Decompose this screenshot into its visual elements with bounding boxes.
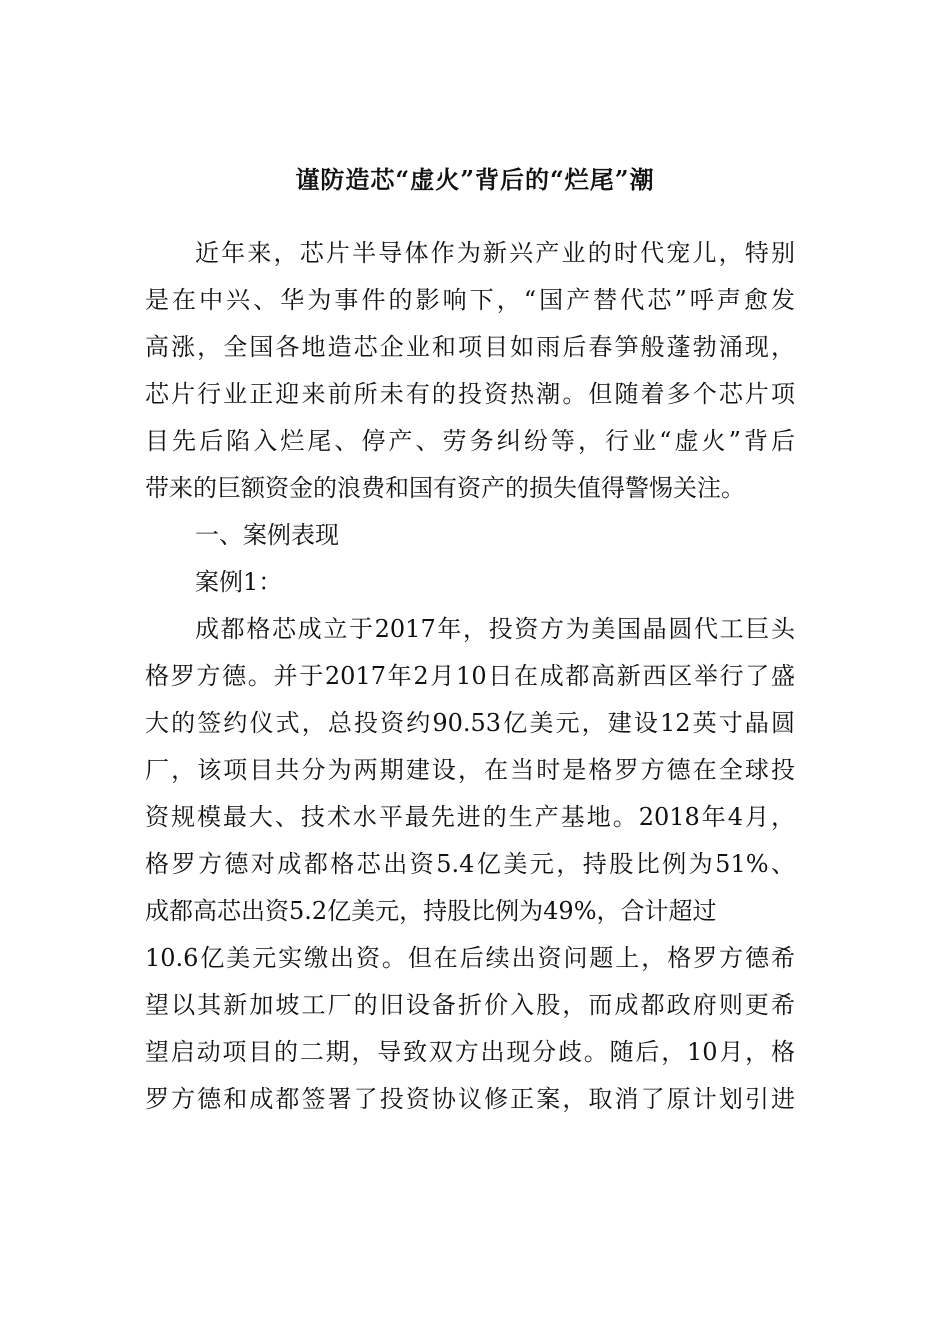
text-line: 近年来，芯片半导体作为新兴产业的时代宠儿，特别 [195,239,795,267]
case-label: 案例1： [195,568,283,596]
text-line: 带来的巨额资金的浪费和国有资产的损失值得警惕关注。 [145,474,745,502]
text-line: 望启动项目的二期，导致双方出现分歧。随后，10月，格 [145,1038,795,1066]
text-line: 成都格芯成立于2017年，投资方为美国晶圆代工巨头 [195,615,795,643]
text-line: 高涨，全国各地造芯企业和项目如雨后春笋般蓬勃涌现， [145,333,795,361]
text-line: 望以其新加坡工厂的旧设备折价入股，而成都政府则更希 [145,991,795,1019]
text-line: 大的签约仪式，总投资约90.53亿美元，建设12英寸晶圆 [145,709,795,737]
text-line: 格罗方德。并于2017年2月10日在成都高新西区举行了盛 [145,662,795,690]
text-line: 目先后陷入烂尾、停产、劳务纠纷等，行业“虚火”背后 [145,427,795,455]
document-title: 谨防造芯“虚火”背后的“烂尾”潮 [295,165,655,194]
text-line: 罗方德和成都签署了投资协议修正案，取消了原计划引进 [145,1085,795,1113]
text-line: 10.6亿美元实缴出资。但在后续出资问题上，格罗方德希 [145,944,795,972]
text-line: 厂，该项目共分为两期建设，在当时是格罗方德在全球投 [145,756,795,784]
text-line: 资规模最大、技术水平最先进的生产基地。2018年4月， [145,803,795,831]
document-body [145,236,795,1129]
text-line: 芯片行业正迎来前所未有的投资热潮。但随着多个芯片项 [145,380,795,408]
section-heading: 一、案例表现 [195,521,339,549]
text-line: 格罗方德对成都格芯出资5.4亿美元，持股比例为51%、 [145,850,795,878]
text-line: 成都高芯出资5.2亿美元，持股比例为49%，合计超过 [145,897,717,925]
text-line: 是在中兴、华为事件的影响下，“国产替代芯”呼声愈发 [145,286,795,314]
